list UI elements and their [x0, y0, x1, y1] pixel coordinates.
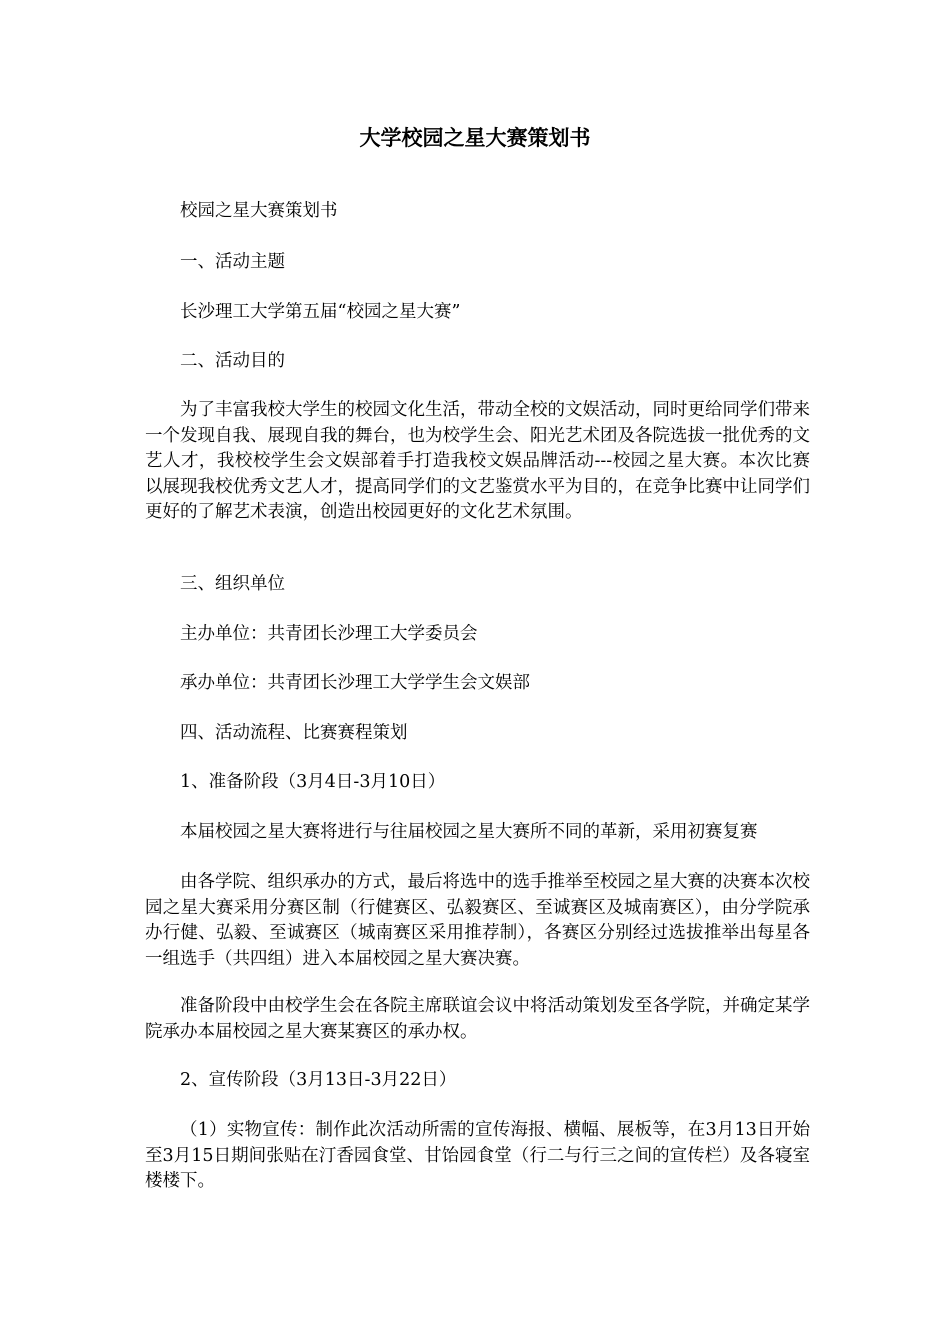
heading-stage-2: 2、宣传阶段（3月13日-3月22日） [180, 1070, 457, 1090]
paragraph-theme: 长沙理工大学第五届“校园之星大赛” [180, 302, 461, 322]
paragraph-organizer: 承办单位：共青团长沙理工大学学生会文娱部 [180, 673, 530, 693]
paragraph-stage-1-preparation: 准备阶段中由校学生会在各院主席联谊会议中将活动策划发至各学院，并确定某学院承办本届校园之星大赛某赛区的承办权。 [145, 996, 810, 1042]
heading-section-2: 二、活动目的 [180, 351, 285, 371]
heading-stage-1: 1、准备阶段（3月4日-3月10日） [180, 772, 446, 792]
paragraph-stage-2-materials: （1）实物宣传：制作此次活动所需的宣传海报、横幅、展板等，在3月13日开始至3月15日期间张贴在汀香园食堂、甘饴园食堂（行二与行三之间的宣传栏）及各寝室楼楼下。 [145, 1120, 810, 1191]
paragraph-stage-1-divisions: 由各学院、组织承办的方式，最后将选中的选手推举至校园之星大赛的决赛本次校园之星大赛采用分赛区制（行健赛区、弘毅赛区、至诚赛区及城南赛区），由分学院承办行健、弘毅、至诚赛区（城南赛区采用推荐制），各赛区分别经过选拔推举出每星各一组选手（共四组）进入本届校园之星大赛决赛。 [145, 872, 810, 969]
paragraph-purpose: 为了丰富我校大学生的校园文化生活，带动全校的文娱活动，同时更给同学们带来一个发现自我、展现自我的舞台，也为校学生会、阳光艺术团及各院选拔一批优秀的文艺人才，我校校学生会文娱部着手打造我校文娱品牌活动---校园之星大赛。本次比赛以展现我校优秀文艺人才，提高同学们的文艺鉴赏水平为目的，在竞争比赛中让同学们更好的了解艺术表演，创造出校园更好的文化艺术氛围。 [145, 400, 810, 522]
paragraph-subtitle: 校园之星大赛策划书 [180, 201, 338, 221]
paragraph-host: 主办单位：共青团长沙理工大学委员会 [180, 624, 478, 644]
document-title: 大学校园之星大赛策划书 [359, 125, 591, 150]
heading-section-3: 三、组织单位 [180, 574, 285, 594]
paragraph-stage-1-intro: 本届校园之星大赛将进行与往届校园之星大赛所不同的革新，采用初赛复赛 [180, 822, 758, 842]
heading-section-1: 一、活动主题 [180, 252, 285, 272]
heading-section-4: 四、活动流程、比赛赛程策划 [180, 723, 408, 743]
